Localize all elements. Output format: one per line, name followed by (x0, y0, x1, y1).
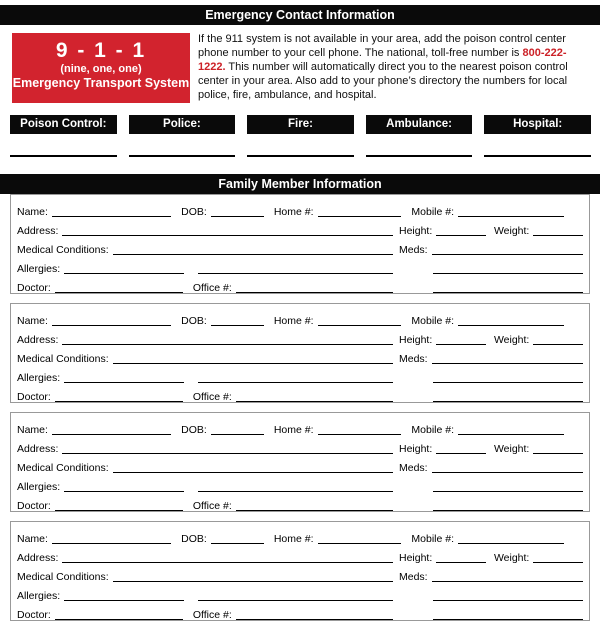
address-blank-line (62, 225, 393, 236)
meds-continuation-line-2 (433, 282, 583, 293)
weight-label: Weight: (493, 443, 530, 455)
dob-label: DOB: (181, 533, 207, 545)
office-phone-label: Office #: (192, 282, 232, 294)
medical-conditions-label: Medical Conditions: (17, 353, 109, 365)
height-weight-group (399, 328, 583, 347)
contact-blank-line (10, 134, 117, 157)
doctor-blank-line (55, 609, 183, 620)
allergies-label: Allergies: (17, 590, 61, 602)
dob-label: DOB: (181, 424, 207, 436)
member-row-allergies (17, 584, 583, 603)
allergies-continuation-line (198, 263, 393, 274)
meds-group (399, 565, 583, 584)
member-row-medical (17, 565, 583, 584)
meds-blank-line (432, 462, 583, 473)
family-member-block (10, 412, 590, 512)
meds-continuation-line-2 (433, 609, 583, 620)
doctor-blank-line (55, 282, 183, 293)
doctor-label: Doctor: (17, 391, 51, 403)
home-phone-label: Home #: (273, 533, 314, 545)
height-weight-group (399, 219, 583, 238)
height-blank-line (436, 225, 486, 236)
allergies-blank-line (64, 481, 184, 492)
doctor-blank-line (55, 500, 183, 511)
address-blank-line (62, 552, 393, 563)
mobile-phone-label: Mobile #: (411, 315, 455, 327)
member-row-address (17, 328, 583, 347)
dob-blank-line (211, 315, 264, 326)
family-member-list (0, 194, 600, 621)
member-row-name (17, 309, 583, 328)
medical-conditions-blank-line (113, 571, 393, 582)
member-row-allergies (17, 366, 583, 385)
allergies-blank-line (64, 263, 184, 274)
meds-continuation-line-1 (433, 481, 583, 492)
home-phone-blank-line (318, 533, 402, 544)
meds-group (399, 456, 583, 475)
name-blank-line (52, 424, 171, 435)
home-phone-label: Home #: (273, 315, 314, 327)
height-label: Height: (399, 552, 433, 564)
member-row-address (17, 219, 583, 238)
address-label: Address: (17, 443, 59, 455)
doctor-label: Doctor: (17, 500, 51, 512)
address-label: Address: (17, 334, 59, 346)
name-blank-line (52, 315, 171, 326)
office-phone-label: Office #: (192, 391, 232, 403)
member-row-doctor (17, 603, 583, 622)
mobile-phone-blank-line (458, 424, 564, 435)
name-blank-line (52, 533, 171, 544)
contact-column (366, 115, 473, 157)
meds-label: Meds: (399, 353, 428, 365)
meds-continuation-line-1 (433, 590, 583, 601)
address-label: Address: (17, 552, 59, 564)
height-weight-group (399, 546, 583, 565)
name-label: Name: (17, 206, 48, 218)
meds-continuation-group-1 (399, 366, 583, 385)
meds-continuation-group-1 (399, 584, 583, 603)
medical-conditions-blank-line (113, 353, 393, 364)
mobile-phone-blank-line (458, 206, 564, 217)
dob-blank-line (211, 533, 264, 544)
office-phone-blank-line (236, 391, 393, 402)
doctor-label: Doctor: (17, 609, 51, 621)
address-blank-line (62, 443, 393, 454)
medical-conditions-blank-line (113, 244, 393, 255)
home-phone-blank-line (318, 206, 402, 217)
poison-control-info-text (198, 33, 575, 103)
contact-label: Ambulance: (366, 115, 473, 134)
allergies-blank-line (64, 590, 184, 601)
contact-column (484, 115, 591, 157)
meds-group (399, 347, 583, 366)
height-blank-line (436, 552, 486, 563)
contact-label: Poison Control: (10, 115, 117, 134)
meds-continuation-group-1 (399, 475, 583, 494)
poison-control-number: 800-222-1222. (198, 46, 567, 73)
contact-label: Fire: (247, 115, 354, 134)
dob-label: DOB: (181, 206, 207, 218)
member-row-name (17, 200, 583, 219)
meds-continuation-group-2 (399, 603, 583, 622)
doctor-blank-line (55, 391, 183, 402)
weight-label: Weight: (493, 552, 530, 564)
office-phone-label: Office #: (192, 609, 232, 621)
height-blank-line (436, 334, 486, 345)
meds-label: Meds: (399, 462, 428, 474)
home-phone-label: Home #: (273, 424, 314, 436)
meds-continuation-line-1 (433, 372, 583, 383)
911-box (12, 33, 190, 103)
emergency-contacts-row (0, 115, 600, 157)
meds-continuation-group-2 (399, 494, 583, 513)
contact-blank-line (129, 134, 236, 157)
family-section-header: Family Member Information (0, 174, 600, 194)
mobile-phone-blank-line (458, 315, 564, 326)
dob-label: DOB: (181, 315, 207, 327)
weight-label: Weight: (493, 334, 530, 346)
doctor-label: Doctor: (17, 282, 51, 294)
member-row-medical (17, 347, 583, 366)
allergies-continuation-line (198, 372, 393, 383)
allergies-label: Allergies: (17, 263, 61, 275)
allergies-continuation-line (198, 481, 393, 492)
allergies-label: Allergies: (17, 372, 61, 384)
mobile-phone-blank-line (458, 533, 564, 544)
height-label: Height: (399, 334, 433, 346)
mobile-phone-label: Mobile #: (411, 206, 455, 218)
medical-conditions-label: Medical Conditions: (17, 571, 109, 583)
meds-continuation-group-2 (399, 385, 583, 404)
911-system-name: Emergency Transport System (12, 76, 190, 90)
allergies-label: Allergies: (17, 481, 61, 493)
contact-column (10, 115, 117, 157)
name-label: Name: (17, 315, 48, 327)
mobile-phone-label: Mobile #: (411, 424, 455, 436)
member-row-name (17, 527, 583, 546)
weight-blank-line (533, 334, 583, 345)
medical-conditions-label: Medical Conditions: (17, 462, 109, 474)
medical-conditions-blank-line (113, 462, 393, 473)
weight-blank-line (533, 443, 583, 454)
weight-label: Weight: (493, 225, 530, 237)
family-member-block (10, 194, 590, 294)
emergency-section-header: Emergency Contact Information (0, 5, 600, 25)
office-phone-blank-line (236, 282, 393, 293)
office-phone-label: Office #: (192, 500, 232, 512)
911-number: 9 - 1 - 1 (55, 39, 147, 62)
member-row-doctor (17, 276, 583, 295)
contact-blank-line (366, 134, 473, 157)
home-phone-blank-line (318, 424, 402, 435)
contact-blank-line (484, 134, 591, 157)
meds-blank-line (432, 353, 583, 364)
home-phone-blank-line (318, 315, 402, 326)
weight-blank-line (533, 552, 583, 563)
emergency-top-row (12, 33, 588, 103)
meds-continuation-line-1 (433, 263, 583, 274)
meds-label: Meds: (399, 571, 428, 583)
info-text-before: If the 911 system is not available in your area, add the poison control center phone number to your cell phone. The national, toll-free number is (198, 33, 566, 59)
member-row-doctor (17, 385, 583, 404)
family-member-block (10, 303, 590, 403)
contact-column (129, 115, 236, 157)
meds-continuation-line-2 (433, 500, 583, 511)
member-row-doctor (17, 494, 583, 513)
height-label: Height: (399, 443, 433, 455)
contact-label: Hospital: (484, 115, 591, 134)
name-label: Name: (17, 424, 48, 436)
office-phone-blank-line (236, 609, 393, 620)
911-number-words: (nine, one, one) (60, 63, 142, 75)
weight-blank-line (533, 225, 583, 236)
address-blank-line (62, 334, 393, 345)
member-row-address (17, 437, 583, 456)
height-weight-group (399, 437, 583, 456)
allergies-blank-line (64, 372, 184, 383)
info-text-after: This number will automatically direct you to the nearest poison control center in your area. Also add to your phone’s directory the numbers for local police, fire, ambulance, and hospital. (198, 60, 568, 101)
height-label: Height: (399, 225, 433, 237)
meds-continuation-group-1 (399, 257, 583, 276)
height-blank-line (436, 443, 486, 454)
meds-continuation-line-2 (433, 391, 583, 402)
member-row-allergies (17, 257, 583, 276)
meds-blank-line (432, 571, 583, 582)
meds-continuation-group-2 (399, 276, 583, 295)
dob-blank-line (211, 206, 264, 217)
contact-label: Police: (129, 115, 236, 134)
name-label: Name: (17, 533, 48, 545)
meds-label: Meds: (399, 244, 428, 256)
meds-group (399, 238, 583, 257)
meds-blank-line (432, 244, 583, 255)
member-row-address (17, 546, 583, 565)
name-blank-line (52, 206, 171, 217)
home-phone-label: Home #: (273, 206, 314, 218)
family-member-block (10, 521, 590, 621)
dob-blank-line (211, 424, 264, 435)
mobile-phone-label: Mobile #: (411, 533, 455, 545)
allergies-continuation-line (198, 590, 393, 601)
member-row-name (17, 418, 583, 437)
medical-conditions-label: Medical Conditions: (17, 244, 109, 256)
member-row-medical (17, 238, 583, 257)
office-phone-blank-line (236, 500, 393, 511)
contact-column (247, 115, 354, 157)
member-row-allergies (17, 475, 583, 494)
contact-blank-line (247, 134, 354, 157)
member-row-medical (17, 456, 583, 475)
address-label: Address: (17, 225, 59, 237)
